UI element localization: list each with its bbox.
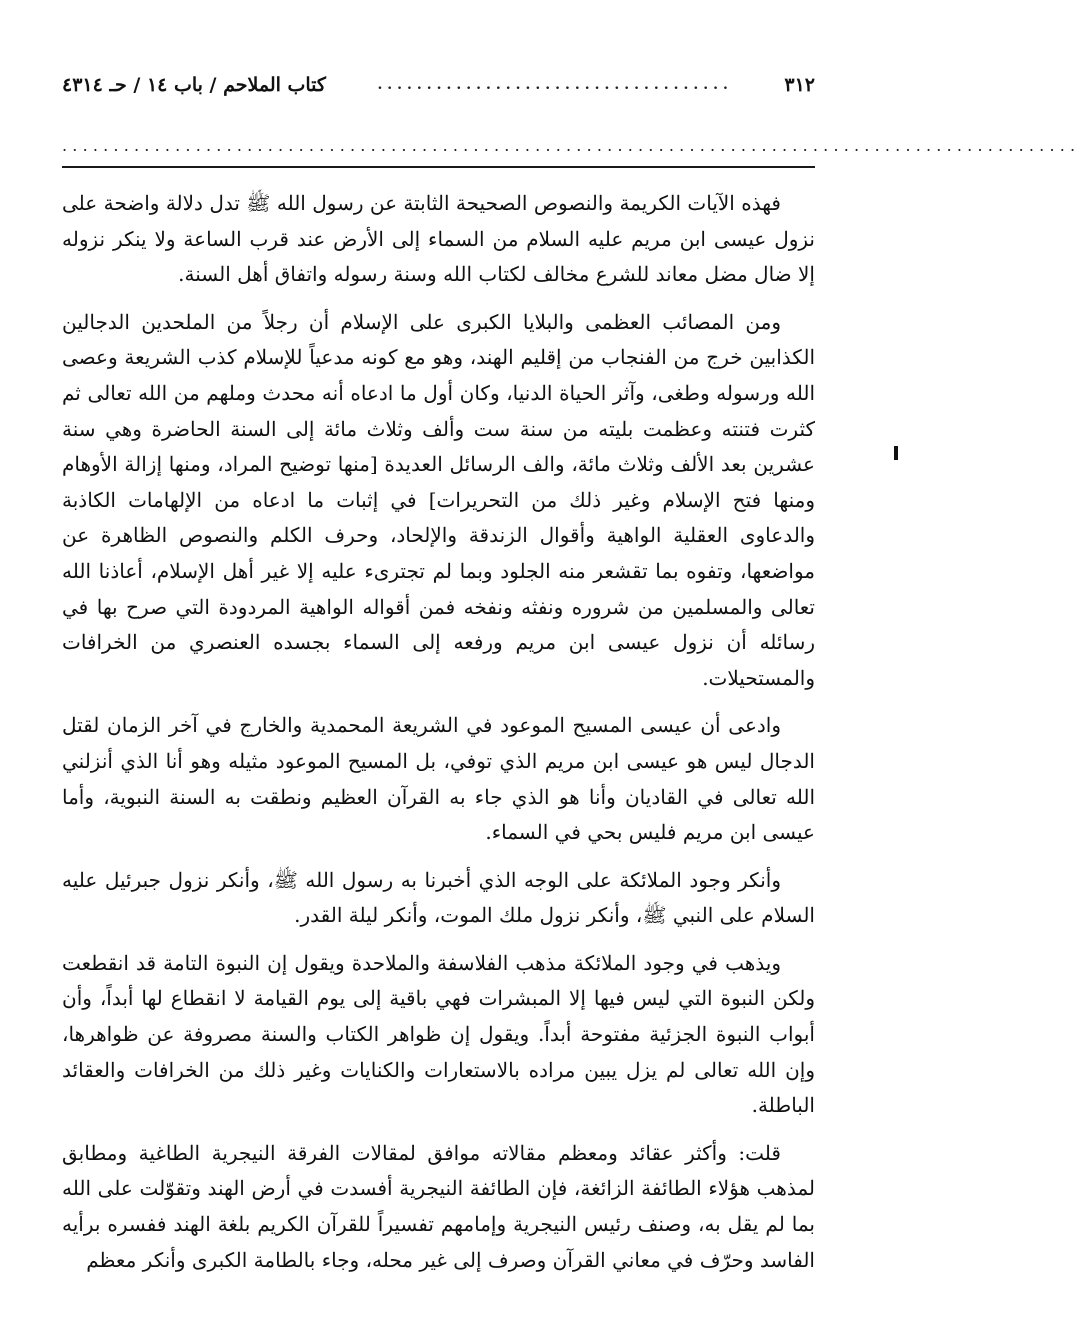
header-rule xyxy=(62,166,815,168)
page-number: ٣١٢ xyxy=(784,74,815,96)
body-text xyxy=(62,186,815,1290)
dotted-separator: ................................................................................................... xyxy=(62,136,1080,155)
page-header xyxy=(62,70,815,100)
header-leader-dots: .................................... xyxy=(377,77,733,93)
paragraph-false-claimant: ومن المصائب العظمى والبلايا الكبرى على الإسلام أن رجلاً من الملحدين الدجالين الكذابين خرج من الفنجاب من إقليم الهند، وهو مع كونه مدعياً للإسلام كذب الشريعة وعصى الله ورسوله وطغى، وآثر الحياة الدنيا، وكان أول ما ادعاه أنه محدث وملهم من الله تعالى ثم كثرت فتنته وعظمت بليته من سنة ست وألف وثلاث مائة إلى السنة الحاضرة وهي سنة عشرين بعد الألف وثلاث مائة، والف الرسائل العديدة [منها توضيح المراد، ومنها إزالة الأوهام ومنها فتح الإسلام وغير ذلك من التحريرات] في إثبات ما ادعاه من الإلهامات الكاذبة والدعاوى العقلية الواهية وأقوال الزندقة والإلحاد، وحرف الكلم والنصوص الظاهرة عن مواضعها، وتفوه بما تقشعر منه الجلود وبما لم تجترىء عليه إلا غير أهل الإسلام، أعاذنا الله تعالى والمسلمين من شروره ونفثه ونفخه فمن أقواله الواهية المردودة التي صرح بها في رسائله أن نزول عيسى ابن مريم ورفعه إلى السماء بجسده العنصري من الخرافات والمستحيلات. xyxy=(62,309,815,690)
paragraph-promised-messiah-claim: وادعى أن عيسى المسيح الموعود في الشريعة المحمدية والخارج في آخر الزمان لقتل الدجال ليس هو عيسى ابن مريم الذي توفي، بل المسيح الموعود مثيله وهو أنا الذي أنزلني الله تعالى في القاديان وأنا هو الذي جاء به القرآن العظيم ونطقت به السنة النبوية، وأما عيسى ابن مريم فليس بحي في السماء. xyxy=(62,713,815,845)
paragraph-angels-denial: وأنكر وجود الملائكة على الوجه الذي أخبرنا به رسول الله ﷺ، وأنكر نزول جبرئيل عليه السلام على النبي ﷺ، وأنكر نزول ملك الموت، وأنكر ليلة القدر. xyxy=(62,867,815,928)
paragraph-author-remark: قلت: وأكثر عقائد ومعظم مقالاته موافق لمقالات الفرقة النيجرية الطاغية ومطابق لمذهب هؤلاء الطائفة الزائغة، فإن الطائفة النيجرية أفسدت في أرض الهند وتقوّلت على الله بما لم يقل به، وصنف رئيس النيجرية وإمامهم تفسيراً للقرآن الكريم بلغة الهند ففسره برأيه الفاسد وحرّف في معاني القرآن وصرف إلى غير محله، وجاء بالطامة الكبرى وأنكر معظم xyxy=(62,1140,815,1272)
paragraph-conclusion-verses: فهذه الآيات الكريمة والنصوص الصحيحة الثابتة عن رسول الله ﷺ تدل دلالة واضحة على نزول عيسى ابن مريم عليه السلام من السماء إلى الأرض عند قرب الساعة ولا ينكر نزوله إلا ضال مضل معاند للشرع مخالف لكتاب الله وسنة رسوله واتفاق أهل السنة. xyxy=(62,191,815,287)
margin-mark xyxy=(894,446,898,460)
running-title: كتاب الملاحم / باب ١٤ / حـ ٤٣١٤ xyxy=(62,74,326,96)
paragraph-prophethood-claims: ويذهب في وجود الملائكة مذهب الفلاسفة والملاحدة ويقول إن النبوة التامة قد انقطعت ولكن النبوة التي ليس فيها إلا المبشرات فهي باقية إلى يوم القيامة لا انقطاع لها أبداً، وأن أبواب النبوة الجزئية مفتوحة أبداً. ويقول إن ظواهر الكتاب والسنة مصروفة عن ظواهرها، وإن الله تعالى لم يزل يبين مراده بالاستعارات والكنايات وغير ذلك من الخرافات والعقائد الباطلة. xyxy=(62,950,815,1118)
